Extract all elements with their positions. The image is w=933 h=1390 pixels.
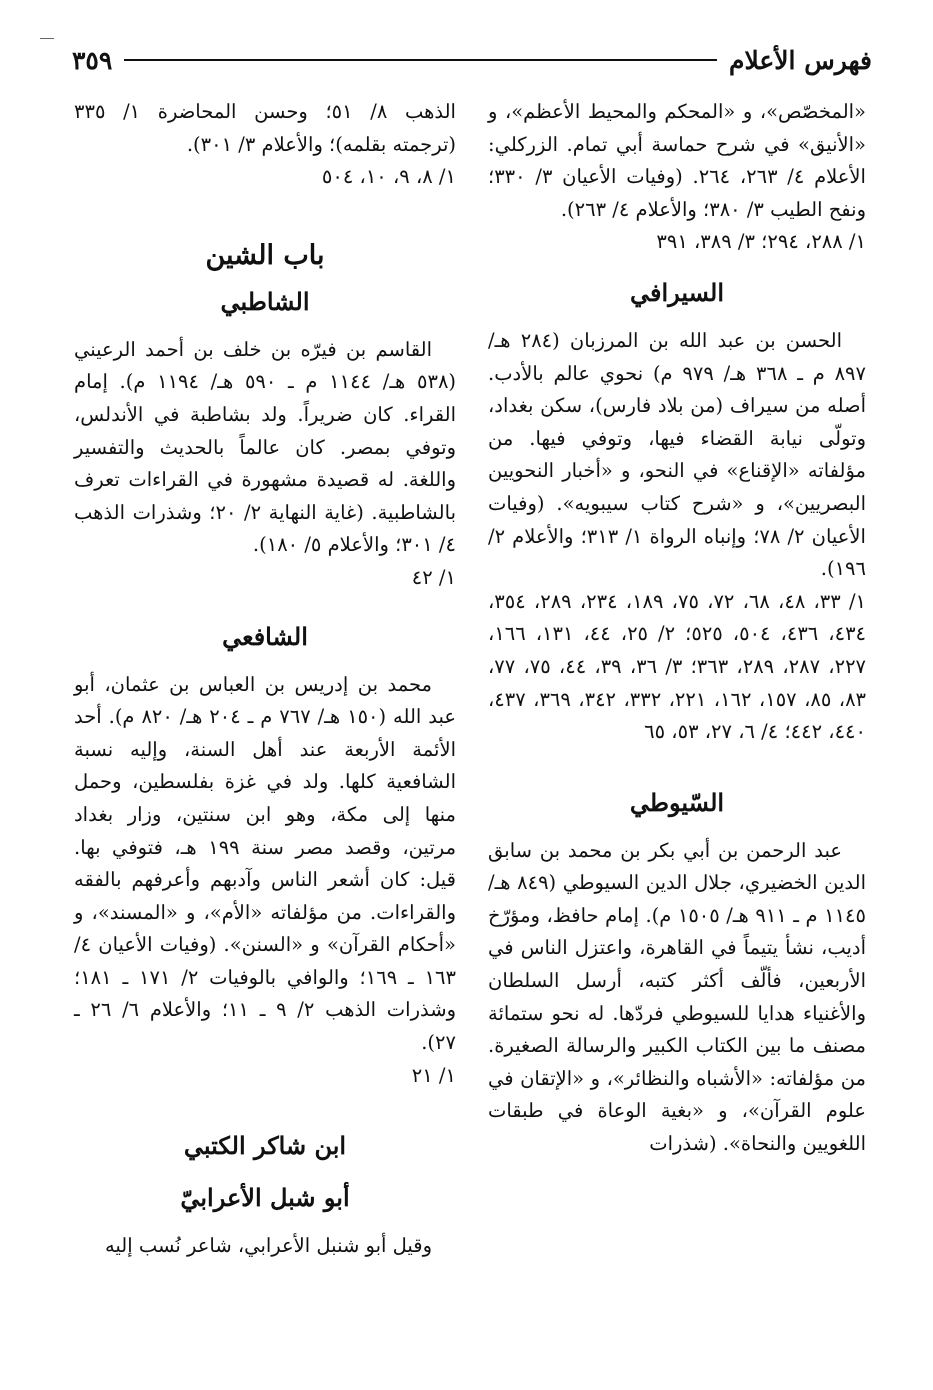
- entry-heading-sirafi: السيرافي: [629, 277, 725, 307]
- entry-text-shatibi: القاسم بن فيرّه بن خلف بن أحمد الرعيني (٥٣٨ هـ/ ١١٤٤ م ـ ٥٩٠ هـ/ ١١٩٤ م). إمام القراء. كان ضريراً. ولد بشاطبة في الأندلس، وتوفي بمصر. كان عالماً بالحديث والتفسير واللغة. له قصيدة مشهورة في القراءات تعرف بالشاطبية. (غاية النهاية ٢/ ٢٠؛ وشذرات الذهب ٤/ ٣٠١؛ والأعلام ٥/ ١٨٠).: [74, 337, 457, 557]
- entry-refs-shatibi: ١/ ٤٢: [411, 565, 456, 589]
- entry-text-suyuti: عبد الرحمن بن أبي بكر بن محمد بن سابق الدين الخضيري، جلال الدين السيوطي (٨٤٩ هـ/ ١١٤٥ م ـ ٩١١ هـ/ ١٥٠٥ م). إمام حافظ، ومؤرّخ أديب، نشأ يتيماً في القاهرة، واعتزل الناس في الأربعين، فألّف أكثر كتبه، أرسل السلطان والأغنياء هدايا للسيوطي فردّها. له نحو ستمائة مصنف ما بين الكتاب الكبير والرسالة الصغيرة. من مؤلفاته: «الأشباه والنظائر»، و «الإتقان في علوم القرآن»، و «بغية الوعاة في طبقات اللغويين والنحاة». (شذرات: [488, 838, 867, 1156]
- entry-heading-suyuti: السّيوطي: [629, 787, 725, 817]
- page-number: ٣٥٩: [72, 45, 113, 75]
- continued-entry-refs: ١/ ٢٨٨، ٢٩٤؛ ٣/ ٣٨٩، ٣٩١: [656, 230, 866, 254]
- entry-heading-shafii: الشافعي: [222, 621, 308, 651]
- continued-entry-text-left: الذهب ٨/ ٥١؛ وحسن المحاضرة ١/ ٣٣٥ (ترجمته بقلمه)؛ والأعلام ٣/ ٣٠١).: [74, 100, 456, 156]
- entry-heading-ibn-shakir: ابن شاكر الكتبي: [183, 1131, 347, 1161]
- running-title: فهرس الأعلام: [728, 45, 872, 75]
- continued-entry-refs-left: ١/ ٨، ٩، ١٠، ٥٠٤: [321, 165, 456, 189]
- right-column: [488, 96, 866, 1161]
- corner-mark: [40, 38, 54, 39]
- entry-heading-shatibi: الشاطبي: [220, 286, 310, 316]
- entry-heading-abu-shibl: أبو شبل الأعرابيّ: [180, 1183, 350, 1213]
- entry-text-abu-shibl: وقيل أبو شنبل الأعرابي، شاعر نُسب إليه: [104, 1234, 432, 1258]
- left-column: [74, 96, 456, 1263]
- section-heading-shin: باب الشين: [205, 239, 325, 271]
- entry-refs-shafii: ١/ ٢١: [411, 1063, 456, 1087]
- header-rule: [124, 59, 717, 61]
- entry-refs-sirafi: ١/ ٣٣، ٤٨، ٦٨، ٧٢، ٧٥، ١٨٩، ٢٣٤، ٢٨٩، ٣٥٤، ٤٣٤، ٤٣٦، ٥٠٤، ٥٢٥؛ ٢/ ٢٥، ٤٤، ١٣١، ١٦٦، ٢٢٧، ٢٨٧، ٢٨٩، ٣٦٣؛ ٣/ ٣٦، ٣٩، ٤٤، ٧٥، ٧٧، ٨٣، ٨٥، ١٥٧، ١٦٢، ٢٢١، ٣٣٢، ٣٤٢، ٣٦٩، ٤٣٧، ٤٤٠، ٤٤٢؛ ٤/ ٦، ٢٧، ٥٣، ٦٥: [488, 589, 867, 744]
- entry-text-sirafi: الحسن بن عبد الله بن المرزبان (٢٨٤ هـ/ ٨٩٧ م ـ ٣٦٨ هـ/ ٩٧٩ م) نحوي عالم بالأدب. أصله من سيراف (من بلاد فارس)، سكن بغداد، وتولّى نيابة القضاء فيها، وتوفي فيها. من مؤلفاته «الإقناع» في النحو، و «أخبار النحويين البصريين»، و «شرح كتاب سيبويه». (وفيات الأعيان ٢/ ٧٨؛ وإنباه الرواة ١/ ٣١٣؛ والأعلام ٢/ ١٩٦).: [488, 328, 866, 581]
- page-header: [72, 40, 872, 80]
- continued-entry-text: «المخصّص»، و «المحكم والمحيط الأعظم»، و «الأنيق» في شرح حماسة أبي تمام. الزركلي: الأعلام ٤/ ٢٦٣، ٢٦٤. (وفيات الأعيان ٣/ ٣٣٠؛ ونفح الطيب ٣/ ٣٨٠؛ والأعلام ٤/ ٢٦٣).: [488, 100, 866, 221]
- entry-text-shafii: محمد بن إدريس بن العباس بن عثمان، أبو عبد الله (١٥٠ هـ/ ٧٦٧ م ـ ٢٠٤ هـ/ ٨٢٠ م). أحد الأئمة الأربعة عند أهل السنة، وإليه نسبة الشافعية كلها. ولد في غزة بفلسطين، وحمل منها إلى مكة، وهو ابن سنتين، وزار بغداد مرتين، وقصد مصر سنة ١٩٩ هـ، فتوفي بها. قيل: كان أشعر الناس وآدبهم وأعرفهم بالفقه والقراءات. من مؤلفاته «الأم»، و «المسند»، و «أحكام القرآن» و «السنن». (وفيات الأعيان ٤/ ١٦٣ ـ ١٦٩؛ والوافي بالوفيات ٢/ ١٧١ ـ ١٨١؛ وشذرات الذهب ٢/ ٩ ـ ١١؛ والأعلام ٦/ ٢٦ ـ ٢٧).: [74, 672, 457, 1055]
